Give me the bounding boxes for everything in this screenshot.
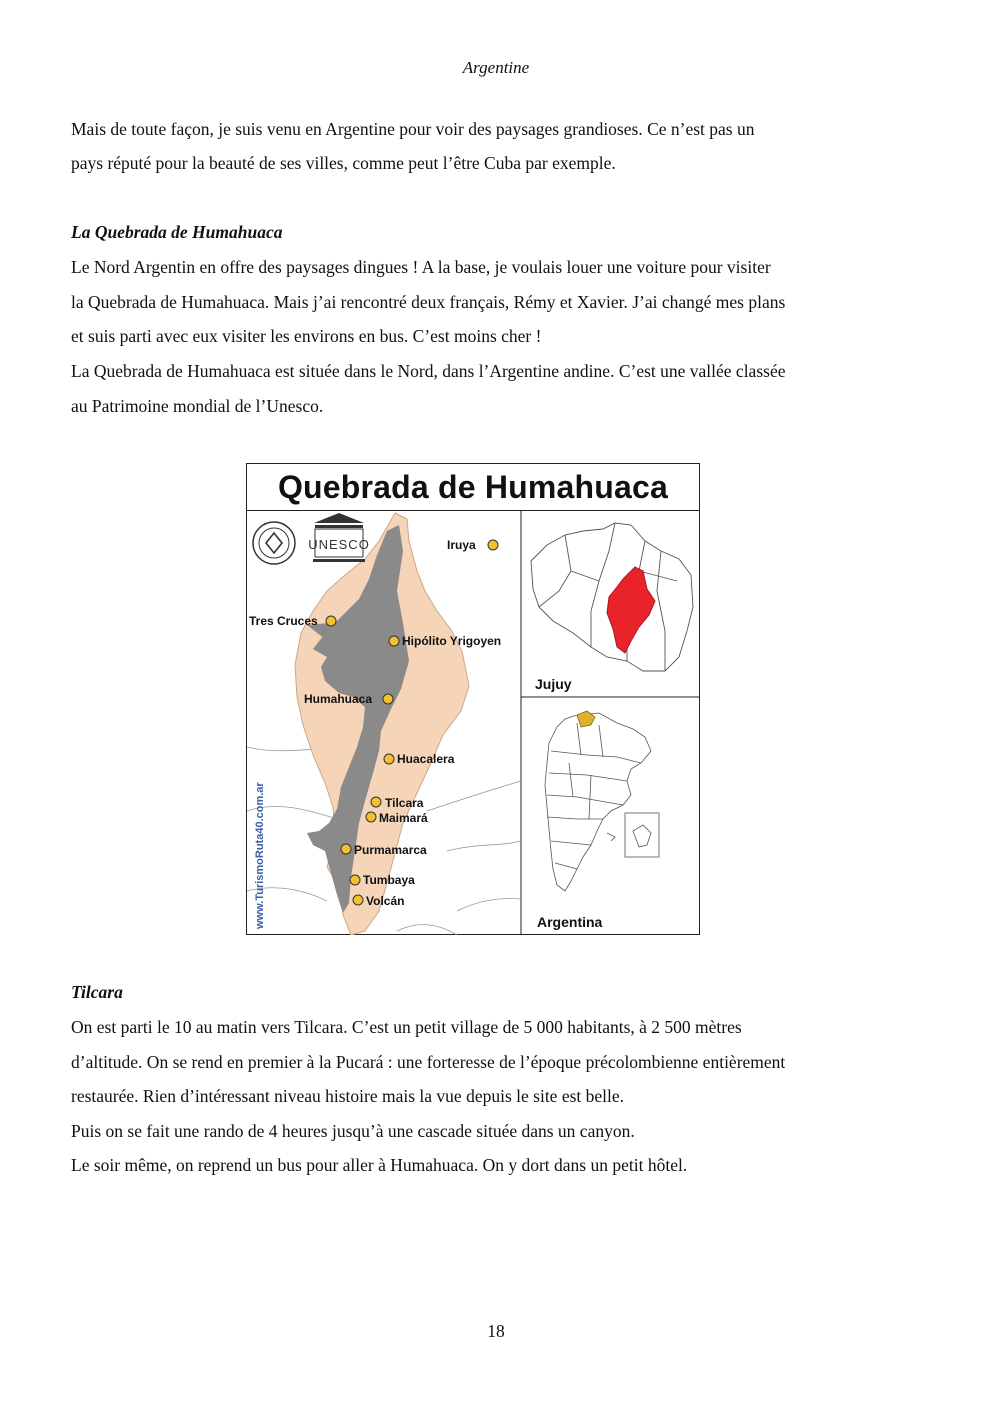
inset-argentina (537, 711, 659, 930)
page-number: 18 (487, 1321, 505, 1341)
quebrada-p2-line-2: au Patrimoine mondial de l’Unesco. (71, 396, 324, 416)
marker-tumbaya (350, 875, 360, 885)
marker-maimara (366, 812, 376, 822)
marker-purmamarca (341, 844, 351, 854)
marker-tres-cruces (326, 616, 336, 626)
inset-jujuy (531, 523, 693, 692)
quebrada-p1-line-3: et suis parti avec eux visiter les environs en bus. C’est moins cher ! (71, 326, 542, 346)
map-title: Quebrada de Humahuaca (247, 464, 699, 511)
quebrada-p1-line-2: la Quebrada de Humahuaca. Mais j’ai rencontré deux français, Rémy et Xavier. J’ai changé mes plans (71, 292, 786, 312)
map-graphic (247, 511, 699, 935)
marker-hipolito-yrigoyen (389, 636, 399, 646)
quebrada-p2-line-1: La Quebrada de Humahuaca est située dans le Nord, dans l’Argentine andine. C’est une vallée classée (71, 361, 786, 381)
inset-country-label: Argentina (537, 914, 603, 930)
inset-province-label: Jujuy (535, 676, 572, 692)
intro-line-2: pays réputé pour la beauté de ses villes, comme peut l’être Cuba par exemple. (71, 153, 616, 173)
tilcara-paragraph-2: Puis on se fait une rando de 4 heures jusqu’à une cascade située dans un canyon. (71, 1121, 635, 1141)
running-header: Argentine (462, 58, 530, 77)
jujuy-highlight (607, 567, 655, 653)
label-tres-cruces: Tres Cruces (249, 614, 318, 628)
label-iruya: Iruya (447, 538, 476, 552)
tilcara-paragraph-3: Le soir même, on reprend un bus pour aller à Humahuaca. On y dort dans un petit hôtel. (71, 1155, 688, 1175)
label-maimara: Maimará (379, 811, 428, 825)
marker-tilcara (371, 797, 381, 807)
label-tumbaya: Tumbaya (363, 873, 415, 887)
intro-line-1: Mais de toute façon, je suis venu en Argentine pour voir des paysages grandioses. Ce n’est pas un (71, 119, 755, 139)
label-huacalera: Huacalera (397, 752, 455, 766)
marker-humahuaca (383, 694, 393, 704)
tilcara-p1-line-2: d’altitude. On se rend en premier à la Pucará : une forteresse de l’époque précolombienne entièrement (71, 1052, 786, 1072)
label-volcan: Volcán (366, 894, 405, 908)
label-hipolito-yrigoyen: Hipólito Yrigoyen (402, 634, 502, 648)
label-tilcara: Tilcara (385, 796, 424, 810)
watermark-text: www.TurismoRuta40.com.ar (254, 782, 266, 929)
unesco-text: UNESCO (308, 537, 370, 552)
tilcara-p1-line-1: On est parti le 10 au matin vers Tilcara. C’est un petit village de 5 000 habitants, à 2 500 mètres (71, 1017, 742, 1037)
section-heading-quebrada: La Quebrada de Humahuaca (71, 222, 283, 242)
antarctic-inset (607, 813, 659, 857)
marker-huacalera (384, 754, 394, 764)
unesco-logo (308, 513, 370, 562)
quebrada-p1-line-1: Le Nord Argentin en offre des paysages dingues ! A la base, je voulais louer une voiture pour visiter (71, 257, 771, 277)
label-purmamarca: Purmamarca (354, 843, 427, 857)
label-humahuaca: Humahuaca (304, 692, 373, 706)
world-heritage-logo (253, 522, 295, 564)
marker-volcan (353, 895, 363, 905)
quebrada-map-figure (246, 463, 700, 935)
tilcara-p1-line-3: restaurée. Rien d’intéressant niveau histoire mais la vue depuis le site est belle. (71, 1086, 625, 1106)
marker-iruya (488, 540, 498, 550)
section-heading-tilcara: Tilcara (71, 982, 123, 1002)
